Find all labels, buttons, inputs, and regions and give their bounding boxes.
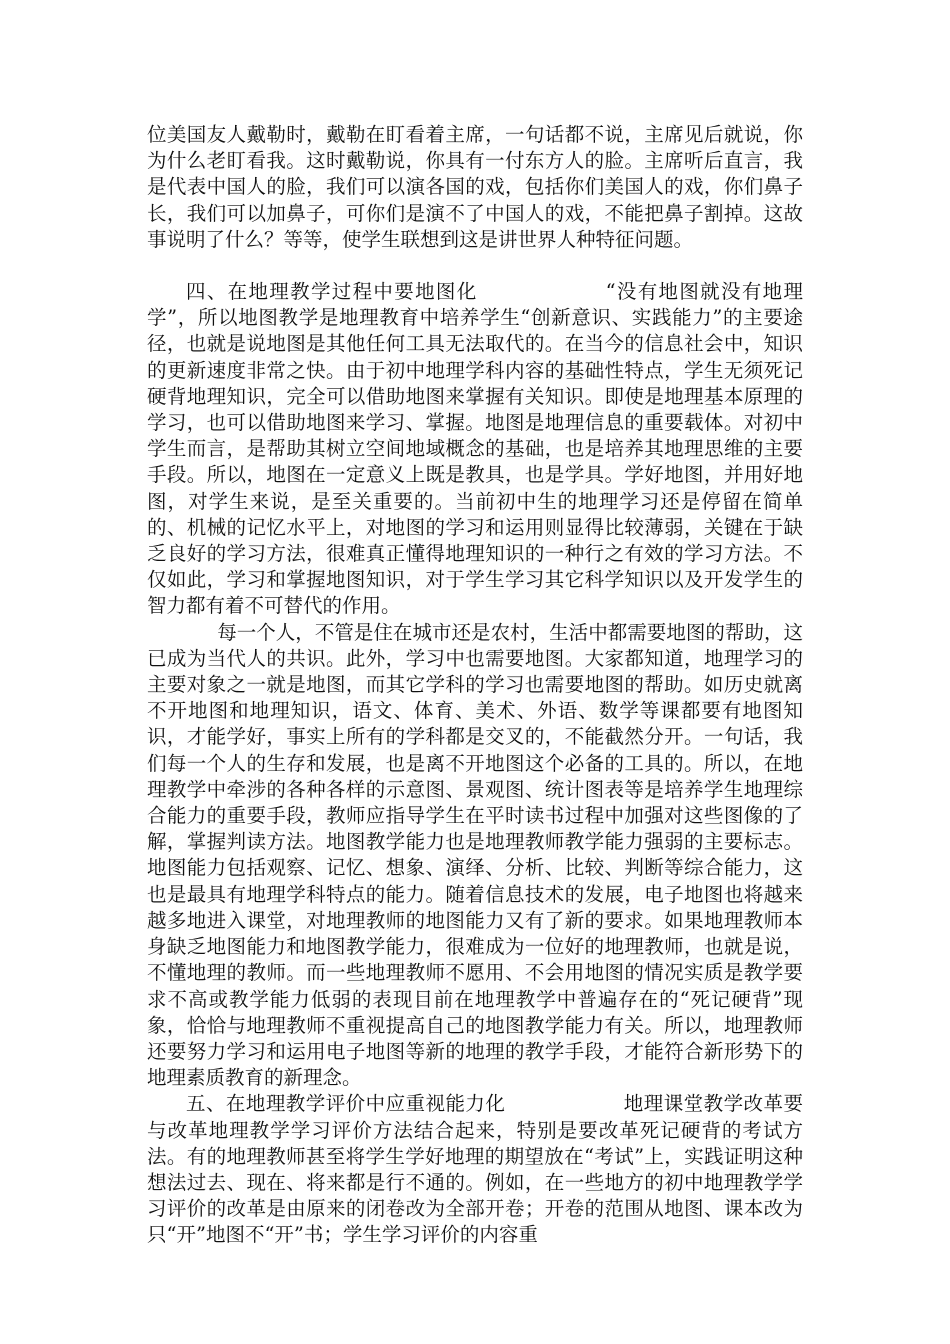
section-four — [147, 279, 803, 620]
section-four-body: “没有地图就没有地理学”，所以地图教学是地理教育中培养学生“创新意识、实践能力”的主要途径，也就是说地图是其他任何工具无法取代的。在当今的信息社会中，知识的更新速度非常之快。由于初中地理学科内容的基础性特点，学生无须死记硬背地理知识，完全可以借助地图来掌握有关知识。即使是地理基本原理的学习，也可以借助地图来学习、掌握。地图是地理信息的重要载体。对初中学生而言，是帮助其树立空间地域概念的基础，也是培养其地理思维的主要手段。所以，地图在一定意义上既是教具，也是学具。学好地图，并用好地图，对学生来说，是至关重要的。当前初中生的地理学习还是停留在简单的、机械的记忆水平上，对地图的学习和运用则显得比较薄弱，关键在于缺乏良好的学习方法，很难真正懂得地理知识的一种行之有效的学习方法。不仅如此，学习和掌握地图知识，对于学生学习其它科学知识以及开发学生的智力都有着不可替代的作用。 — [147, 280, 803, 618]
document-page — [147, 122, 803, 1249]
section-four-heading: 四、在地理教学过程中要地图化 — [186, 280, 478, 304]
section-five-heading: 五、在地理教学评价中应重视能力化 — [186, 1092, 506, 1116]
paragraph-story: 位美国友人戴勒时，戴勒在盯看着主席，一句话都不说，主席见后就说，你为什么老盯看我。这时戴勒说，你具有一付东方人的脸。主席听后直言，我是代表中国人的脸，我们可以演各国的戏，包括你们美国人的戏，你们鼻子长，我们可以加鼻子，可你们是演不了中国人的戏，不能把鼻子割掉。这故事说明了什么？等等，使学生联想到这是讲世界人种特征问题。 — [147, 123, 803, 251]
section-five — [147, 1091, 803, 1248]
paragraph-spacer — [147, 253, 803, 279]
paragraph-map-need: 每一个人，不管是住在城市还是农村，生活中都需要地图的帮助，这已成为当代人的共识。此外，学习中也需要地图。大家都知道，地理学习的主要对象之一就是地图，而其它学科的学习也需要地图的帮助。如历史就离不开地图和地理知识，语文、体育、美术、外语、数学等课都要有地图知识，才能学好，事实上所有的学科都是交叉的，不能截然分开。一句话，我们每一个人的生存和发展，也是离不开地图这个必备的工具的。所以，在地理教学中牵涉的各种各样的示意图、景观图、统计图表等是培养学生地理综合能力的重要手段，教师应指导学生在平时读书过程中加强对这些图像的了解，掌握判读方法。地图教学能力也是地理教师教学能力强弱的主要标志。地图能力包括观察、记忆、想象、演绎、分析、比较、判断等综合能力，这也是最具有地理学科特点的能力。随着信息技术的发展，电子地图也将越来越多地进入课堂，对地理教师的地图能力又有了新的要求。如果地理教师本身缺乏地图能力和地图教学能力，很难成为一位好的地理教师，也就是说，不懂地理的教师。而一些地理教师不愿用、不会用地图的情况实质是教学要求不高或教学能力低弱的表现目前在地理教学中普遍存在的“死记硬背”现象，恰恰与地理教师不重视提高自己的地图教学能力有关。所以，地理教师还要努力学习和运用电子地图等新的地理的教学手段，才能符合新形势下的地理素质教育的新理念。 — [147, 620, 803, 1090]
section-five-body: 地理课堂教学改革要与改革地理教学学习评价方法结合起来，特别是要改革死记硬背的考试方法。有的地理教师甚至将学生学好地理的期望放在“考试”上，实践证明这种想法过去、现在、将来都是行不通的。例如，在一些地方的初中地理教学学习评价的改革是由原来的闭卷改为全部开卷；开卷的范围从地图、课本改为只“开”地图不“开”书；学生学习评价的内容重 — [147, 1092, 803, 1247]
